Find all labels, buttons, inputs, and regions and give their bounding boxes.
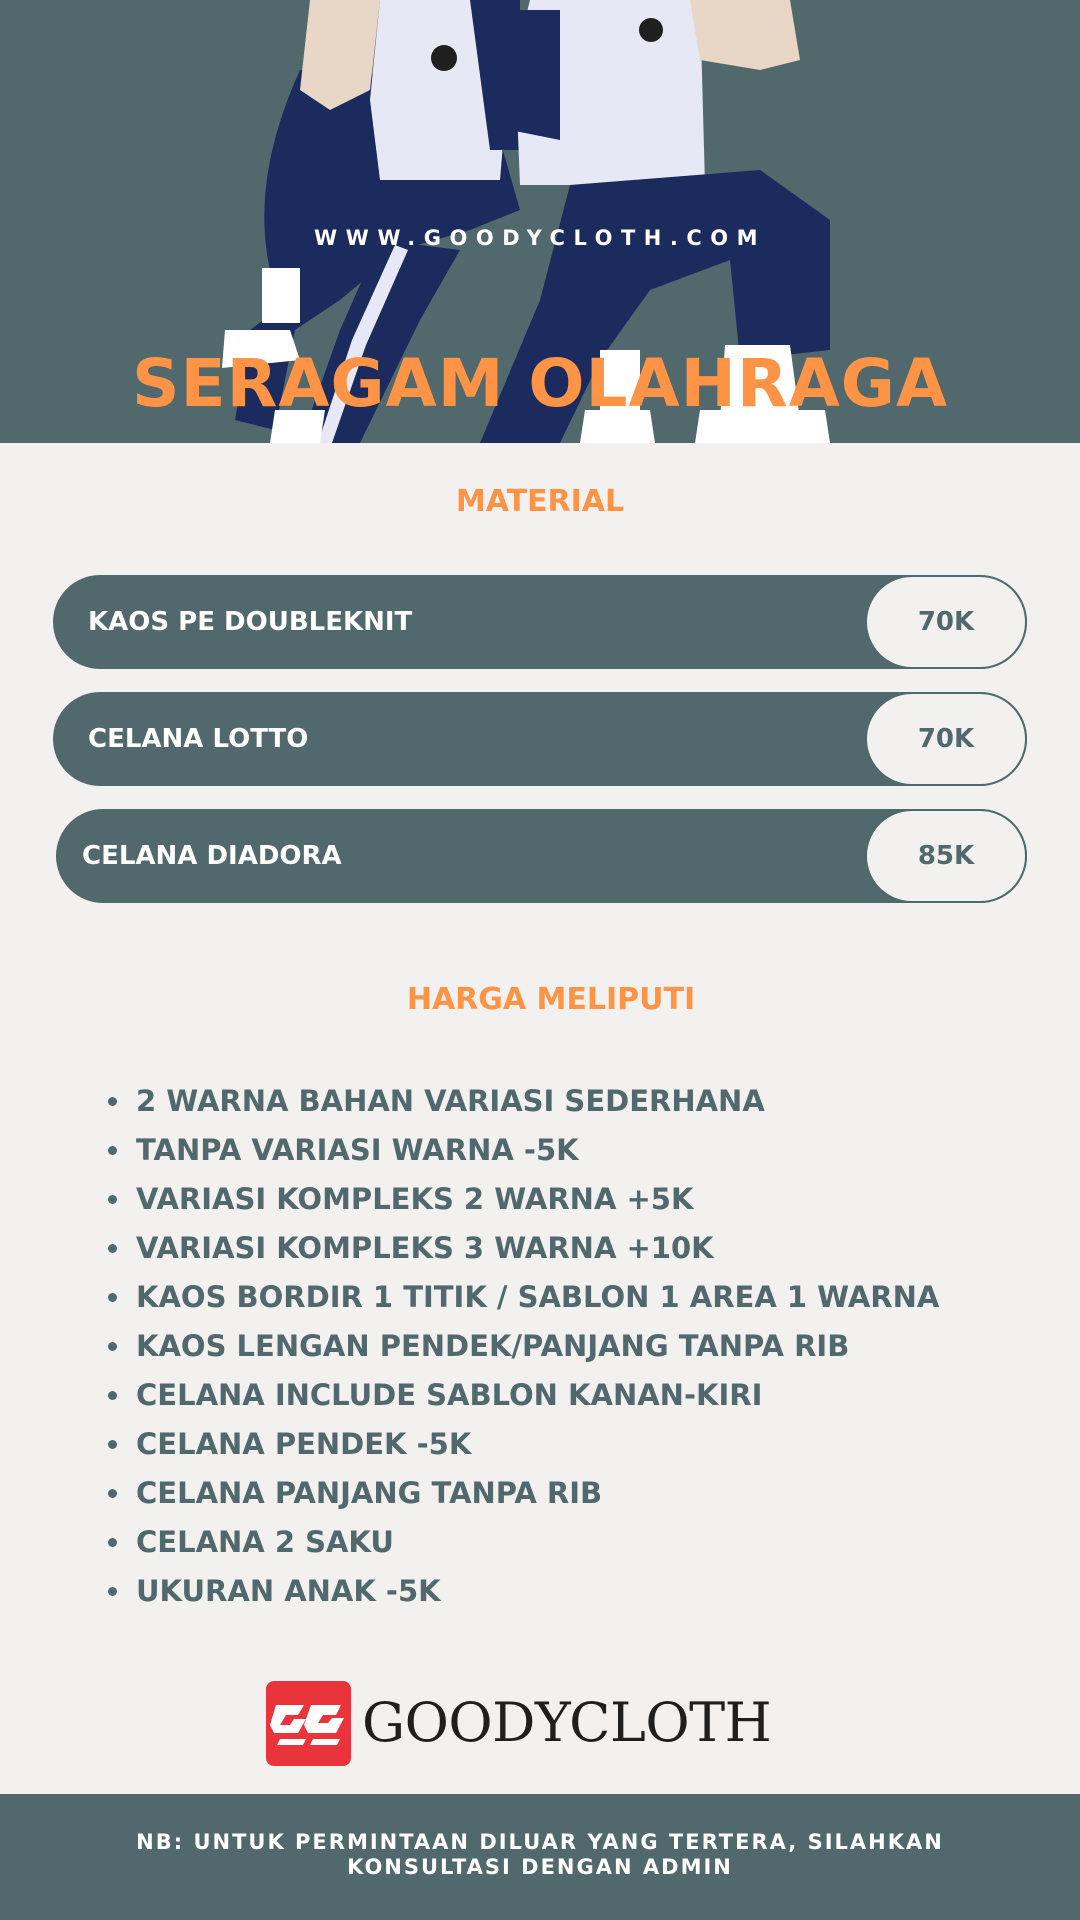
goodycloth-logo-icon	[266, 1681, 351, 1766]
material-item-price: 70K	[865, 692, 1027, 786]
list-item: CELANA 2 SAKU	[106, 1518, 1006, 1567]
material-item-label: CELANA DIADORA	[82, 841, 342, 871]
material-item-label: CELANA LOTTO	[88, 724, 309, 754]
material-item-price: 70K	[865, 575, 1027, 669]
list-item: VARIASI KOMPLEKS 2 WARNA +5K	[106, 1175, 1006, 1224]
material-item	[53, 692, 1027, 786]
list-item: 2 WARNA BAHAN VARIASI SEDERHANA	[106, 1077, 1006, 1126]
list-item: CELANA PANJANG TANPA RIB	[106, 1469, 1006, 1518]
brand-logo	[266, 1680, 772, 1766]
footer-bar	[0, 1794, 1080, 1920]
logo-wordmark: GOODYCLOTH	[362, 1691, 772, 1754]
list-item: UKURAN ANAK -5K	[106, 1567, 1006, 1616]
material-item	[56, 809, 1027, 903]
list-item: VARIASI KOMPLEKS 3 WARNA +10K	[106, 1224, 1006, 1273]
material-item-label: KAOS PE DOUBLEKNIT	[88, 607, 413, 637]
includes-list	[106, 1077, 1006, 1616]
list-item: KAOS BORDIR 1 TITIK / SABLON 1 AREA 1 WARNA	[106, 1273, 1006, 1322]
list-item: CELANA PENDEK -5K	[106, 1420, 1006, 1469]
material-item-price: 85K	[865, 809, 1027, 903]
footer-note: NB: UNTUK PERMINTAAN DILUAR YANG TERTERA, SILAHKAN KONSULTASI DENGAN ADMIN	[136, 1830, 944, 1879]
page-title: SERAGAM OLAHRAGA	[131, 345, 949, 422]
list-item: CELANA INCLUDE SABLON KANAN-KIRI	[106, 1371, 1006, 1420]
material-heading: MATERIAL	[455, 484, 625, 519]
list-item: KAOS LENGAN PENDEK/PANJANG TANPA RIB	[106, 1322, 1006, 1371]
material-item	[53, 575, 1027, 669]
includes-heading: HARGA MELIPUTI	[406, 982, 696, 1017]
hero-banner	[0, 0, 1080, 443]
website-url: WWW.GOODYCLOTH.COM	[314, 226, 766, 250]
list-item: TANPA VARIASI WARNA -5K	[106, 1126, 1006, 1175]
